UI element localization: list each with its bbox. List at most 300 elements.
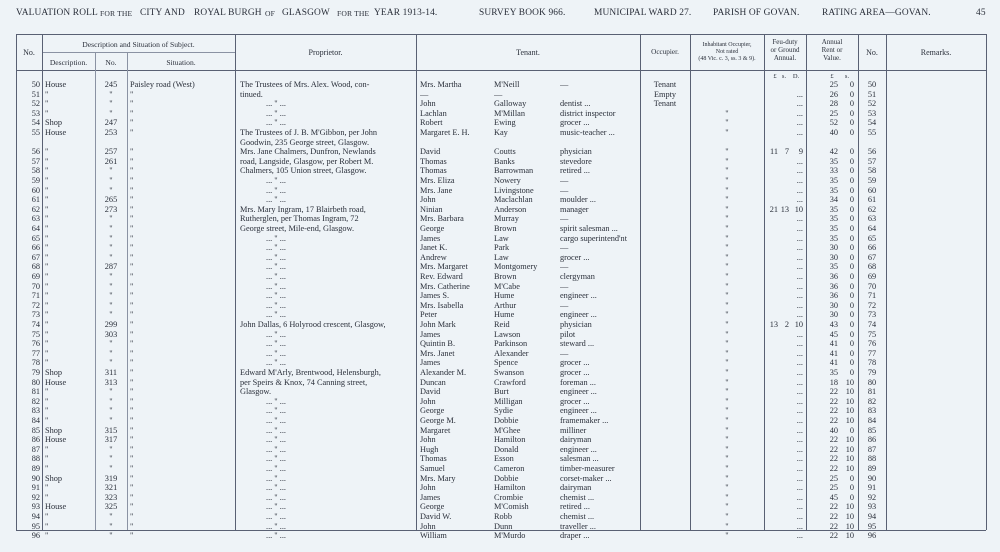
- table-row: [0, 512, 1000, 522]
- row-number-right: 72: [867, 300, 877, 310]
- tenant-last-cell: Galloway: [494, 99, 527, 109]
- roll-title: VALUATION ROLL: [16, 8, 98, 18]
- rent-shillings-cell: 0: [849, 204, 854, 214]
- inhabitant-cell: ": [725, 320, 729, 329]
- row-number: 54: [31, 118, 40, 128]
- col-header-inhabitant-2: Not rated: [715, 49, 739, 55]
- feu-pounds-label: £: [773, 73, 777, 80]
- rent-pounds-cell: 22: [829, 406, 838, 416]
- rent-pounds-label: £: [830, 73, 834, 80]
- tenant-last-cell: Brown: [494, 272, 517, 281]
- situation-cell: ": [130, 464, 134, 473]
- inhabitant-cell: ": [725, 272, 729, 281]
- col-header-street-no: No.: [105, 58, 117, 67]
- description-cell: ": [45, 233, 49, 243]
- table-row: [0, 80, 1000, 90]
- situation-cell: ": [130, 339, 134, 349]
- feu-pence-cell: ...: [796, 377, 803, 387]
- row-number: 75: [31, 329, 40, 339]
- table-row: [0, 109, 1000, 119]
- proprietor-cell: ... " ...: [266, 464, 286, 473]
- row-number: 85: [31, 425, 40, 435]
- tenant-last-cell: Dunn: [494, 521, 513, 531]
- col-header-inhabitant-3: (48 Vic. c. 3, ss. 3 & 9).: [698, 56, 756, 62]
- table-row: [0, 128, 1000, 138]
- rent-pounds-cell: 35: [829, 233, 838, 243]
- occupation-cell: draper ...: [560, 531, 590, 541]
- tenant-first-cell: Thomas: [420, 166, 447, 176]
- row-number-right: 90: [867, 473, 877, 483]
- inhabitant-cell: ": [725, 108, 729, 118]
- occupation-cell: —: [560, 214, 569, 224]
- feu-pence-cell: ...: [796, 512, 803, 521]
- proprietor-cell: ... " ...: [266, 185, 286, 195]
- proprietor-cell: ... " ...: [266, 233, 286, 243]
- rent-shillings-cell: 10: [845, 454, 854, 464]
- table-row: [0, 320, 1000, 330]
- feu-shillings-label: s.: [781, 73, 787, 80]
- row-number-right: 78: [867, 358, 877, 368]
- feu-pence-cell: 9: [798, 147, 803, 157]
- occupation-cell: —: [560, 281, 569, 291]
- tenant-first-cell: Rev. Edward: [420, 272, 463, 281]
- tenant-first-cell: Robert: [420, 118, 443, 128]
- col-header-description: Description.: [49, 58, 88, 67]
- description-cell: Shop: [45, 368, 63, 377]
- occupation-cell: music-teacher ...: [560, 128, 615, 137]
- description-cell: ": [45, 147, 49, 157]
- table-row: [0, 416, 1000, 426]
- proprietor-cell: George street, Mile-end, Glasgow.: [240, 224, 355, 233]
- tenant-last-cell: Robb: [494, 512, 512, 521]
- rent-shillings-cell: 0: [849, 339, 854, 349]
- rent-pounds-cell: 40: [829, 425, 838, 435]
- row-number: 81: [31, 387, 40, 397]
- street-number-cell: ": [109, 531, 113, 541]
- street-number-cell: 265: [104, 195, 118, 205]
- tenant-last-cell: M'Neill: [494, 80, 520, 89]
- inhabitant-cell: ": [725, 166, 729, 176]
- rent-shillings-cell: 0: [849, 195, 854, 205]
- table-row: [0, 282, 1000, 292]
- tenant-first-cell: John: [420, 195, 436, 205]
- proprietor-cell: The Trustees of Mrs. Alex. Wood, con-: [240, 80, 370, 89]
- table-row: [0, 262, 1000, 272]
- situation-cell: ": [130, 89, 134, 99]
- row-number: 66: [31, 243, 40, 253]
- col-header-no: No.: [23, 48, 35, 57]
- row-number-right: 60: [867, 185, 877, 195]
- feu-pence-cell: ...: [796, 416, 803, 425]
- table-row: [0, 253, 1000, 263]
- situation-cell: ": [130, 262, 134, 272]
- tenant-last-cell: Banks: [494, 156, 515, 166]
- feu-pence-cell: ...: [796, 502, 803, 512]
- situation-cell: ": [130, 329, 134, 339]
- occupation-cell: dairyman: [560, 435, 592, 445]
- proprietor-cell: Edward M'Arly, Brentwood, Helensburgh,: [240, 368, 381, 377]
- tenant-last-cell: Reid: [494, 320, 510, 329]
- tenant-first-cell: John: [420, 521, 436, 531]
- row-number-right: 59: [867, 176, 877, 185]
- occupation-cell: cargo superintend'nt: [560, 233, 628, 243]
- description-cell: ": [45, 272, 49, 281]
- situation-cell: ": [130, 406, 134, 416]
- feu-pounds-cell: 21: [769, 204, 778, 214]
- tenant-first-cell: Alexander M.: [420, 368, 467, 377]
- street-number-cell: ": [109, 176, 113, 185]
- feu-pence-cell: ...: [796, 291, 803, 301]
- row-number-right: 69: [867, 272, 877, 281]
- occupation-cell: manager: [560, 204, 589, 214]
- tenant-first-cell: Thomas: [420, 156, 447, 166]
- feu-pence-cell: ...: [796, 473, 803, 483]
- tenant-first-cell: Thomas: [420, 454, 447, 464]
- description-cell: ": [45, 396, 49, 406]
- proprietor-cell: ... " ...: [266, 473, 286, 483]
- situation-cell: ": [130, 416, 134, 425]
- description-cell: ": [45, 416, 49, 425]
- tenant-last-cell: —: [494, 89, 503, 99]
- proprietor-cell: ... " ...: [266, 483, 286, 493]
- rating-area: RATING AREA—GOVAN.: [822, 8, 931, 18]
- row-number-right: 64: [867, 224, 877, 233]
- proprietor-cell: ... " ...: [266, 531, 286, 541]
- feu-pence-cell: ...: [796, 156, 803, 166]
- occupation-cell: moulder ...: [560, 195, 596, 205]
- row-number: 72: [31, 300, 40, 310]
- feu-pence-cell: ...: [796, 300, 803, 310]
- tenant-first-cell: George: [420, 224, 445, 233]
- row-number: 57: [31, 156, 40, 166]
- occupation-cell: —: [560, 185, 569, 195]
- rent-pounds-cell: 22: [829, 464, 838, 473]
- row-number: 67: [31, 252, 40, 262]
- description-cell: House: [45, 128, 67, 137]
- proprietor-cell: ... " ...: [266, 329, 286, 339]
- feu-pence-cell: ...: [796, 521, 803, 531]
- occupation-cell: district inspector: [560, 108, 616, 118]
- rent-shillings-cell: 0: [849, 300, 854, 310]
- feu-pence-cell: ...: [796, 262, 803, 272]
- tenant-last-cell: Crombie: [494, 492, 524, 502]
- row-number: 78: [31, 358, 40, 368]
- situation-cell: Paisley road (West): [130, 80, 195, 89]
- rent-pounds-cell: 43: [829, 320, 838, 329]
- tenant-last-cell: Donald: [494, 444, 519, 454]
- description-cell: Shop: [45, 425, 63, 435]
- description-cell: ": [45, 444, 49, 454]
- description-cell: ": [45, 310, 49, 320]
- rent-pounds-cell: 35: [829, 262, 838, 272]
- street-number-cell: ": [109, 99, 113, 109]
- table-row: [0, 195, 1000, 205]
- table-row: [0, 291, 1000, 301]
- tenant-last-cell: Cameron: [494, 464, 525, 473]
- tenant-last-cell: Hamilton: [494, 483, 526, 493]
- row-number: 82: [31, 396, 40, 406]
- rent-pounds-cell: 30: [829, 243, 838, 253]
- royal-burgh-label: ROYAL BURGH: [194, 8, 262, 18]
- feu-pence-cell: ...: [796, 387, 803, 397]
- situation-cell: ": [130, 128, 134, 137]
- street-number-cell: ": [109, 464, 113, 473]
- tenant-last-cell: Nowery: [494, 176, 521, 185]
- tenant-last-cell: Barrowman: [494, 166, 534, 176]
- rent-pounds-cell: 45: [829, 329, 838, 339]
- proprietor-cell: ... " ...: [266, 444, 286, 454]
- situation-cell: ": [130, 108, 134, 118]
- tenant-first-cell: —: [420, 89, 429, 99]
- inhabitant-cell: ": [725, 300, 729, 310]
- occupation-cell: retired ...: [560, 502, 590, 512]
- year-label: YEAR 1913-14.: [374, 8, 438, 18]
- tenant-first-cell: Mrs. Eliza: [420, 176, 455, 185]
- situation-cell: ": [130, 224, 134, 233]
- tenant-first-cell: James S.: [420, 291, 450, 301]
- rent-shillings-cell: 0: [849, 483, 854, 493]
- rent-shillings-cell: 0: [849, 224, 854, 233]
- description-cell: ": [45, 387, 49, 397]
- rent-shillings-cell: 0: [849, 473, 854, 483]
- rent-pounds-cell: 34: [829, 195, 838, 205]
- table-row: [0, 474, 1000, 484]
- col-header-feu-3: Annual.: [773, 54, 797, 62]
- row-number-right: 81: [867, 387, 877, 397]
- tenant-last-cell: Esson: [494, 454, 514, 464]
- tenant-first-cell: Mrs. Jane: [420, 185, 453, 195]
- tenant-last-cell: Kay: [494, 128, 508, 137]
- rent-shillings-cell: 0: [849, 358, 854, 368]
- street-number-cell: ": [109, 521, 113, 531]
- description-cell: ": [45, 339, 49, 349]
- rent-pounds-cell: 42: [829, 147, 838, 157]
- occupation-cell: physician: [560, 320, 592, 329]
- inhabitant-cell: ": [725, 310, 729, 320]
- occupation-cell: grocer ...: [560, 252, 590, 262]
- rent-shillings-cell: 0: [849, 348, 854, 358]
- table-row: [0, 166, 1000, 176]
- occupation-cell: stevedore: [560, 156, 592, 166]
- feu-pence-cell: ...: [796, 233, 803, 243]
- table-row: [0, 502, 1000, 512]
- situation-cell: ": [130, 512, 134, 521]
- situation-cell: ": [130, 387, 134, 397]
- street-number-cell: 311: [104, 368, 118, 377]
- rent-shillings-cell: 0: [849, 128, 854, 137]
- situation-cell: ": [130, 166, 134, 176]
- table-row: [0, 234, 1000, 244]
- feu-pence-cell: ...: [796, 310, 803, 320]
- occupation-cell: milliner: [560, 425, 587, 435]
- proprietor-cell: ... " ...: [266, 339, 286, 349]
- proprietor-cell: Mrs. Mary Ingram, 17 Blairbeth road,: [240, 204, 366, 214]
- street-number-cell: ": [109, 166, 113, 176]
- description-cell: ": [45, 406, 49, 416]
- situation-cell: ": [130, 396, 134, 406]
- table-row: [0, 387, 1000, 397]
- row-number: 92: [31, 492, 40, 502]
- proprietor-cell: ... " ...: [266, 300, 286, 310]
- proprietor-cell: Goodwin, 235 George street, Glasgow.: [240, 137, 370, 147]
- tenant-last-cell: Park: [494, 243, 510, 253]
- tenant-last-cell: M'Ghee: [494, 425, 521, 435]
- street-number-cell: 321: [104, 483, 118, 493]
- rent-shillings-cell: 0: [849, 310, 854, 320]
- occupier-cell: Empty: [653, 89, 677, 99]
- street-number-cell: 247: [104, 118, 118, 128]
- tenant-last-cell: Dobbie: [494, 416, 519, 425]
- occupation-cell: engineer ...: [560, 310, 597, 320]
- tenant-first-cell: John Mark: [420, 320, 456, 329]
- rent-pounds-cell: 35: [829, 176, 838, 185]
- survey-book: SURVEY BOOK 966.: [479, 8, 566, 18]
- table-row: [0, 397, 1000, 407]
- proprietor-cell: ... " ...: [266, 454, 286, 464]
- proprietor-cell: ... " ...: [266, 512, 286, 521]
- occupation-cell: grocer ...: [560, 396, 590, 406]
- rent-pounds-cell: 36: [829, 291, 838, 301]
- feu-pence-cell: 10: [794, 320, 803, 329]
- tenant-last-cell: Hamilton: [494, 435, 526, 445]
- situation-cell: ": [130, 233, 134, 243]
- rent-pounds-cell: 36: [829, 281, 838, 291]
- inhabitant-cell: ": [725, 464, 729, 473]
- occupation-cell: grocer ...: [560, 118, 590, 128]
- rent-pounds-cell: 22: [829, 502, 838, 512]
- table-row: [0, 301, 1000, 311]
- tenant-first-cell: George M.: [420, 416, 456, 425]
- situation-cell: ": [130, 118, 134, 128]
- occupation-cell: framemaker ...: [560, 416, 609, 425]
- situation-cell: ": [130, 300, 134, 310]
- occupation-cell: timber-measurer: [560, 464, 615, 473]
- proprietor-cell: road, Langside, Glasgow, per Robert M.: [240, 156, 374, 166]
- rent-pounds-cell: 22: [829, 512, 838, 521]
- row-number-right: 93: [867, 502, 877, 512]
- tenant-first-cell: John: [420, 396, 436, 406]
- proprietor-cell: ... " ...: [266, 118, 286, 128]
- street-number-cell: ": [109, 310, 113, 320]
- rent-pounds-cell: 22: [829, 416, 838, 425]
- rent-shillings-cell: 10: [845, 521, 854, 531]
- feu-pence-cell: ...: [796, 406, 803, 416]
- tenant-last-cell: Burt: [494, 387, 509, 397]
- situation-cell: ": [130, 483, 134, 493]
- tenant-last-cell: Alexander: [494, 348, 529, 358]
- row-number: 95: [31, 521, 40, 531]
- rent-pounds-cell: 35: [829, 185, 838, 195]
- tenant-first-cell: John: [420, 483, 436, 493]
- occupier-cell: Tenant: [653, 80, 677, 89]
- proprietor-cell: ... " ...: [266, 243, 286, 253]
- glasgow-label: GLASGOW: [282, 8, 330, 18]
- row-number-right: 50: [867, 80, 877, 89]
- row-number-right: 74: [867, 320, 877, 329]
- rent-pounds-cell: 25: [829, 108, 838, 118]
- feu-pence-cell: ...: [796, 531, 803, 541]
- row-number-right: 55: [867, 128, 877, 137]
- description-cell: House: [45, 502, 67, 512]
- table-row: [0, 224, 1000, 234]
- occupier-cell: Tenant: [653, 99, 677, 109]
- rent-shillings-cell: 0: [849, 320, 854, 329]
- table-row: [0, 426, 1000, 436]
- street-number-cell: 319: [104, 473, 118, 483]
- inhabitant-cell: ": [725, 444, 729, 454]
- description-cell: ": [45, 243, 49, 253]
- proprietor-cell: ... " ...: [266, 502, 286, 512]
- occupation-cell: dentist ...: [560, 99, 591, 109]
- situation-cell: ": [130, 291, 134, 301]
- table-row: [0, 272, 1000, 282]
- feu-pence-cell: ...: [796, 185, 803, 195]
- rent-pounds-cell: 41: [829, 358, 838, 368]
- inhabitant-cell: ": [725, 358, 729, 368]
- col-header-tenant: Tenant.: [516, 48, 540, 57]
- tenant-first-cell: Margaret E. H.: [420, 128, 470, 137]
- street-number-cell: ": [109, 396, 113, 406]
- description-cell: ": [45, 262, 49, 272]
- street-number-cell: ": [109, 512, 113, 521]
- row-number: 93: [31, 502, 40, 512]
- feu-pence-cell: ...: [796, 425, 803, 435]
- row-number: 87: [31, 444, 40, 454]
- street-number-cell: 245: [104, 80, 118, 89]
- tenant-first-cell: Mrs. Janet: [420, 348, 455, 358]
- rent-shillings-cell: 0: [849, 233, 854, 243]
- tenant-first-cell: Hugh: [420, 444, 439, 454]
- tenant-first-cell: Margaret: [420, 425, 451, 435]
- tenant-last-cell: Milligan: [494, 396, 523, 406]
- rent-pounds-cell: 22: [829, 521, 838, 531]
- table-row: [0, 493, 1000, 503]
- row-number: 94: [31, 512, 40, 521]
- occupation-cell: physician: [560, 147, 592, 157]
- tenant-first-cell: John: [420, 99, 436, 109]
- rent-pounds-cell: 36: [829, 272, 838, 281]
- row-number: 91: [31, 483, 40, 493]
- tenant-first-cell: James: [420, 358, 441, 368]
- situation-cell: ": [130, 454, 134, 464]
- row-number: 52: [31, 99, 40, 109]
- feu-pence-cell: ...: [796, 464, 803, 473]
- row-number-right: 76: [867, 339, 877, 349]
- street-number-cell: 299: [104, 320, 118, 329]
- table-row: [0, 138, 1000, 148]
- row-number: 74: [31, 320, 40, 329]
- street-number-cell: ": [109, 406, 113, 416]
- row-number: 58: [31, 166, 40, 176]
- description-cell: ": [45, 99, 49, 109]
- street-number-cell: ": [109, 224, 113, 233]
- rent-pounds-cell: 30: [829, 300, 838, 310]
- row-number-right: 84: [867, 416, 877, 425]
- feu-pence-cell: ...: [796, 243, 803, 253]
- rent-pounds-cell: 22: [829, 454, 838, 464]
- inhabitant-cell: ": [725, 512, 729, 521]
- proprietor-cell: ... " ...: [266, 262, 286, 272]
- inhabitant-cell: ": [725, 262, 729, 272]
- rent-pounds-cell: 30: [829, 310, 838, 320]
- description-cell: ": [45, 300, 49, 310]
- col-header-inhabitant-1: Inhabitant Occupier,: [702, 42, 752, 48]
- occupation-cell: traveller ...: [560, 521, 596, 531]
- description-cell: ": [45, 492, 49, 502]
- rent-pounds-cell: 25: [829, 80, 838, 89]
- rent-shillings-cell: 0: [849, 262, 854, 272]
- row-number: 68: [31, 262, 40, 272]
